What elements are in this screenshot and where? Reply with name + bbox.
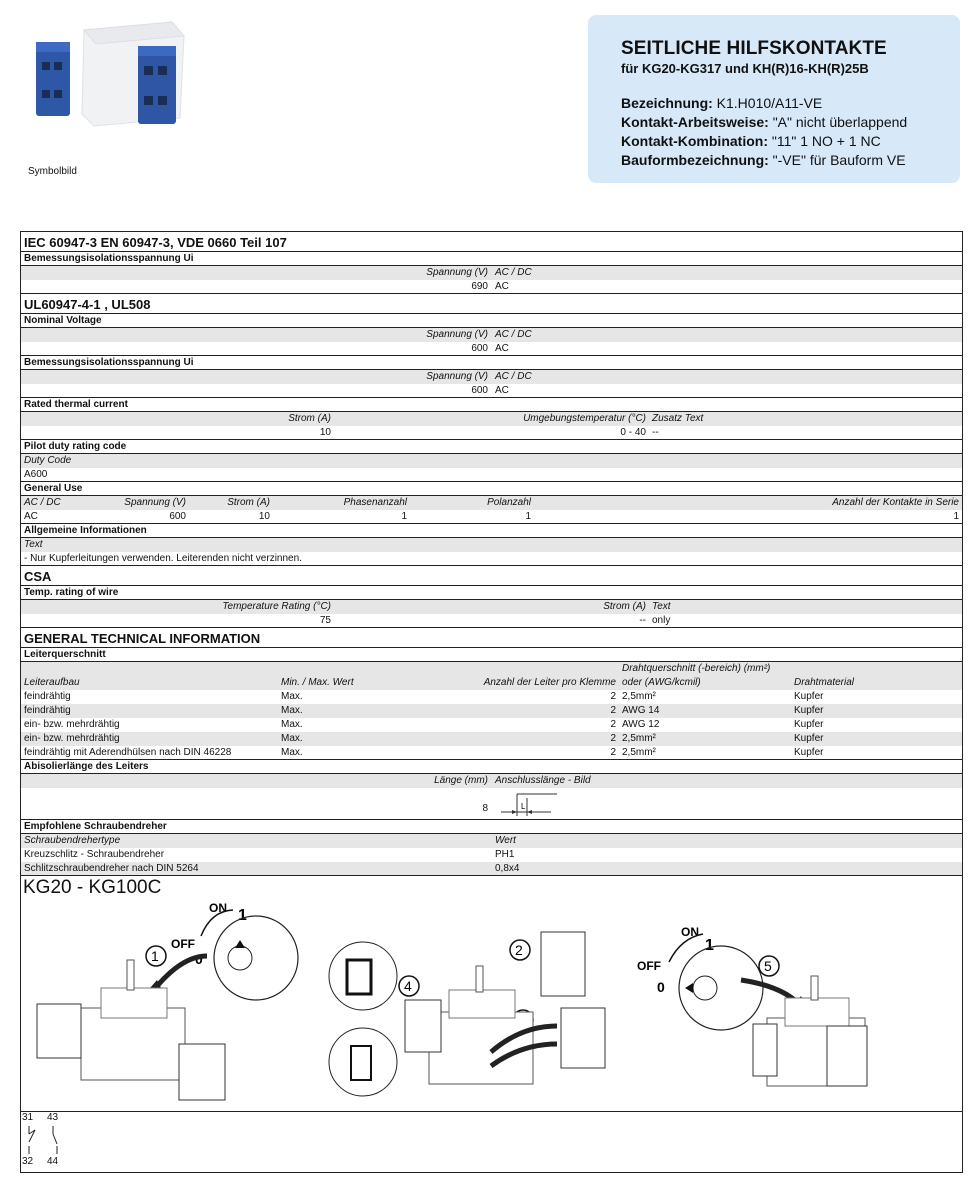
table-row: Schlitzschraubendreher nach DIN 5264 0,8x4 [21,862,962,876]
table-row: A600 [21,468,962,482]
info-row: Bauformbezeichnung: "-VE" für Bauform VE [621,152,906,168]
iec-title: IEC 60947-3 EN 60947-3, VDE 0660 Teil 107 [21,232,962,252]
table-row: 600 AC [21,342,962,356]
section-label: Bemessungsisolationsspannung Ui [21,252,962,266]
svg-text:L: L [521,802,526,811]
table-row: 75 -- only [21,614,962,628]
section-label: Pilot duty rating code [21,440,962,454]
table-row: 690 AC [21,280,962,294]
table-header-row: Schraubendrehertype Wert [21,834,962,848]
table-header-row: Strom (A) Umgebungstemperatur (°C) Zusatz Text [21,412,962,426]
table-row: Kreuzschlitz - Schraubendreher PH1 [24,849,515,860]
svg-text:1: 1 [705,937,714,954]
section-label: General Use [21,482,962,496]
table-row: ein- bzw. mehrdrähtig Max. 2 AWG 12 Kupfer [24,719,824,730]
svg-text:ON: ON [209,901,227,915]
svg-text:OFF: OFF [637,959,661,973]
info-row: Kontakt-Arbeitsweise: "A" nicht überlappend [621,114,908,130]
table-row: AC 600 10 1 1 1 [21,510,962,524]
product-subtitle: für KG20-KG317 und KH(R)16-KH(R)25B [621,61,869,76]
section-label: Empfohlene Schraubendreher [21,820,962,834]
info-row: Kontakt-Kombination: "11" 1 NO + 1 NC [621,133,881,149]
table-header-row: Spannung (V) AC / DC [21,266,962,280]
table-header-row: Leiteraufbau Min. / Max. Wert Anzahl der Leiter pro Klemme Drahtquerschnitt (-bereich) (mm²) oder (AWG/kcmil) Drahtmaterial [21,662,962,690]
mounting-instructions [21,876,962,1112]
table-header-row: Spannung (V) AC / DC [21,328,962,342]
strip-length-drawing [497,790,577,818]
section-label: Allgemeine Informationen [21,524,962,538]
svg-text:2: 2 [515,942,523,958]
section-label: Leiterquerschnitt [21,648,962,662]
table-row: - Nur Kupferleitungen verwenden. Leiterenden nicht verzinnen. [21,552,962,566]
product-info-box [588,15,960,183]
table-row: 600 AC [21,384,962,398]
svg-text:1: 1 [238,907,247,924]
table-row: 10 0 - 40 -- [21,426,962,440]
photo-caption: Symbolbild [28,166,77,177]
contact-diagram [21,1112,71,1172]
svg-text:0: 0 [657,979,665,995]
section-label: Rated thermal current [21,398,962,412]
table-row: feindrähtig Max. 2 AWG 14 Kupfer [21,704,962,718]
csa-title: CSA [21,566,962,586]
table-header-row: Spannung (V) AC / DC [21,370,962,384]
section-label: Bemessungsisolationsspannung Ui [21,356,962,370]
table-row: ein- bzw. mehrdrähtig Max. 2 2,5mm² Kupfer [21,732,962,746]
info-row: Bezeichnung: K1.H010/A11-VE [621,95,823,111]
general-title: GENERAL TECHNICAL INFORMATION [21,628,962,648]
svg-text:1: 1 [151,948,159,964]
table-header-row: Text [21,538,962,552]
table-row: feindrähtig mit Aderendhülsen nach DIN 46228 Max. 2 2,5mm² Kupfer [21,746,962,760]
datasheet-table [20,231,963,1173]
svg-text:4: 4 [404,978,412,994]
product-title: SEITLICHE HILFSKONTAKTE [621,38,887,59]
ul-title: UL60947-4-1 , UL508 [21,294,962,314]
svg-text:0: 0 [195,951,203,967]
section-label: Abisolierlänge des Leiters [21,760,962,774]
mounting-diagram [21,876,962,1112]
table-header-row: Länge (mm) Anschlusslänge - Bild [21,774,962,788]
table-header-row: Duty Code [21,454,962,468]
mounting-title: KG20 - KG100C [23,877,162,898]
table-row: 8 L [21,788,962,820]
svg-text:ON: ON [681,925,699,939]
table-header-row: Temperature Rating (°C) Strom (A) Text [21,600,962,614]
product-photo [22,18,192,130]
table-row: feindrähtig Max. 2 2,5mm² Kupfer [24,691,824,702]
section-label: Temp. rating of wire [21,586,962,600]
table-header-row: AC / DC Spannung (V) Strom (A) Phasenanzahl Polanzahl Anzahl der Kontakte in Serie [21,496,962,510]
svg-text:OFF: OFF [171,937,195,951]
section-label: Nominal Voltage [21,314,962,328]
contact-symbol: 31 43 32 44 [21,1112,962,1172]
svg-text:5: 5 [764,958,772,974]
